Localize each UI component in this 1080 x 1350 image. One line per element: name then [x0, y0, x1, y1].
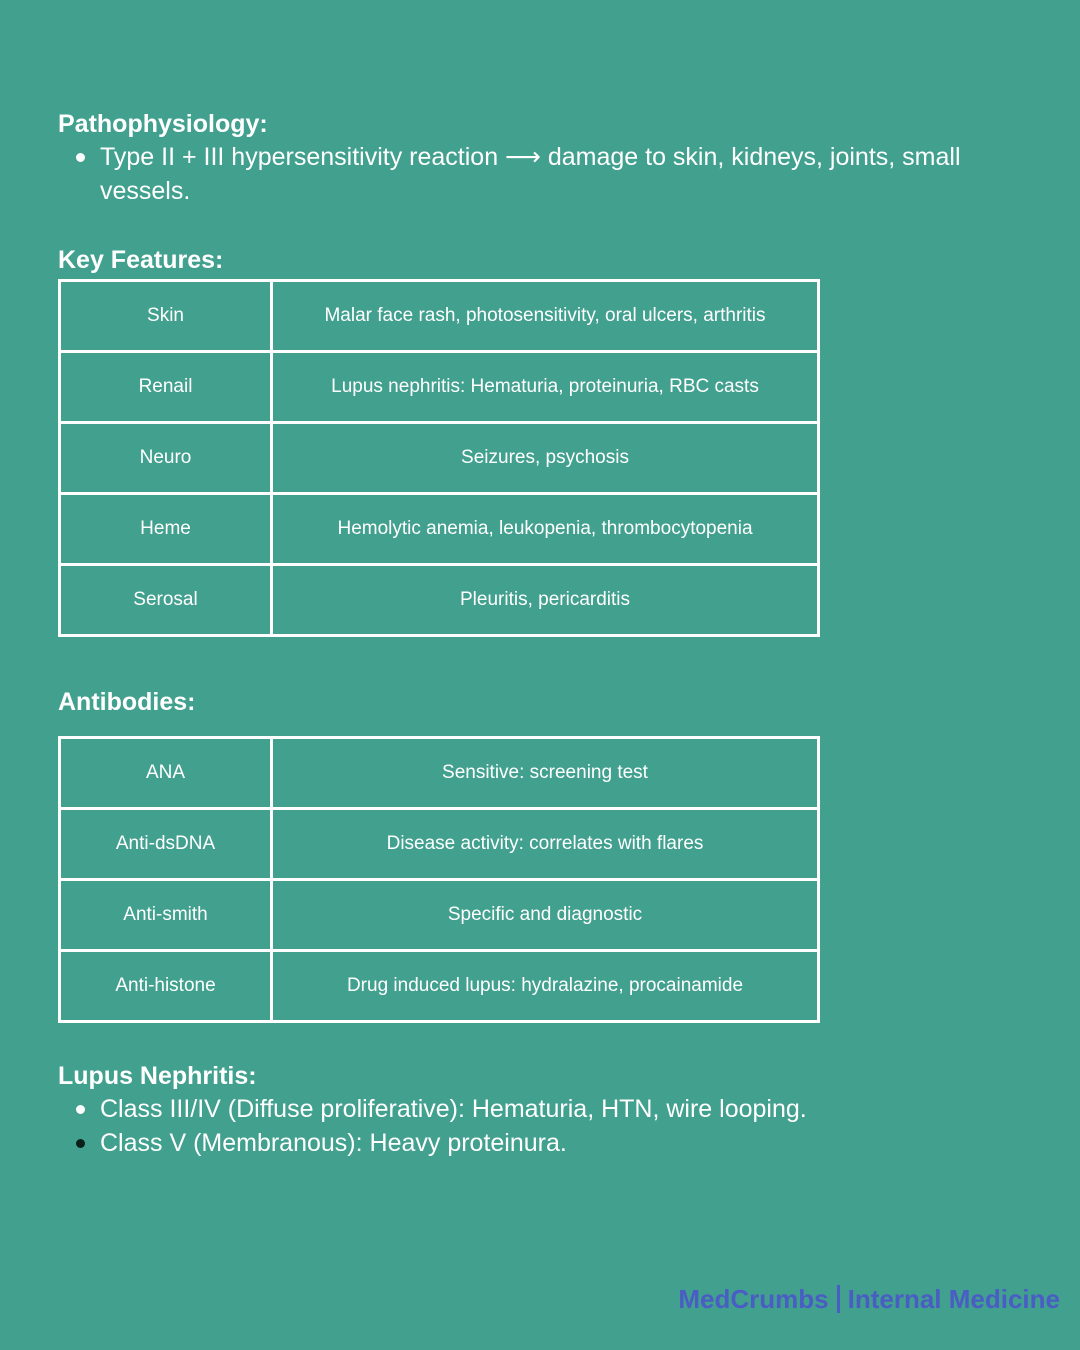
pathophysiology-heading: Pathophysiology:	[58, 110, 268, 138]
feature-value: Malar face rash, photosensitivity, oral ulcers, arthritis	[272, 281, 819, 352]
divider	[837, 1285, 840, 1313]
table-row	[60, 809, 819, 880]
antibody-label: ANA	[60, 738, 272, 809]
pathophysiology-list	[58, 140, 1018, 208]
antibodies-table	[58, 736, 820, 1023]
feature-label: Skin	[60, 281, 272, 352]
bullet-icon	[76, 1139, 85, 1148]
antibody-value: Disease activity: correlates with flares	[272, 809, 819, 880]
feature-value: Seizures, psychosis	[272, 423, 819, 494]
antibody-label: Anti-dsDNA	[60, 809, 272, 880]
antibody-label: Anti-histone	[60, 951, 272, 1022]
bullet-icon	[76, 153, 85, 162]
bullet-text: Class III/IV (Diffuse proliferative): Hematuria, HTN, wire looping.	[100, 1095, 807, 1123]
list-item	[58, 1126, 1018, 1160]
brand-name: MedCrumbs	[678, 1284, 829, 1314]
lupus-nephritis-heading: Lupus Nephritis:	[58, 1062, 257, 1090]
antibody-value: Specific and diagnostic	[272, 880, 819, 951]
key-features-heading: Key Features:	[58, 246, 224, 274]
feature-label: Serosal	[60, 565, 272, 636]
table-row	[60, 494, 819, 565]
lupus-nephritis-list	[58, 1092, 1018, 1160]
brand-section: Internal Medicine	[847, 1284, 1060, 1314]
footer-brand	[678, 1284, 1060, 1315]
list-item	[58, 140, 1018, 208]
feature-label: Renail	[60, 352, 272, 423]
table-row	[60, 738, 819, 809]
table-row	[60, 352, 819, 423]
table-row	[60, 951, 819, 1022]
table-row	[60, 565, 819, 636]
bullet-text: Class V (Membranous): Heavy proteinura.	[100, 1129, 567, 1157]
bullet-text: Type II + III hypersensitivity reaction ⟶ damage to skin, kidneys, joints, small vessels.	[100, 143, 961, 205]
bullet-icon	[76, 1105, 85, 1114]
antibody-label: Anti-smith	[60, 880, 272, 951]
feature-label: Neuro	[60, 423, 272, 494]
list-item	[58, 1092, 1018, 1126]
table-row	[60, 880, 819, 951]
feature-value: Lupus nephritis: Hematuria, proteinuria, RBC casts	[272, 352, 819, 423]
feature-value: Hemolytic anemia, leukopenia, thrombocytopenia	[272, 494, 819, 565]
key-features-table	[58, 279, 820, 637]
table-row	[60, 281, 819, 352]
feature-value: Pleuritis, pericarditis	[272, 565, 819, 636]
antibodies-heading: Antibodies:	[58, 688, 196, 716]
antibody-value: Sensitive: screening test	[272, 738, 819, 809]
antibody-value: Drug induced lupus: hydralazine, procainamide	[272, 951, 819, 1022]
feature-label: Heme	[60, 494, 272, 565]
table-row	[60, 423, 819, 494]
